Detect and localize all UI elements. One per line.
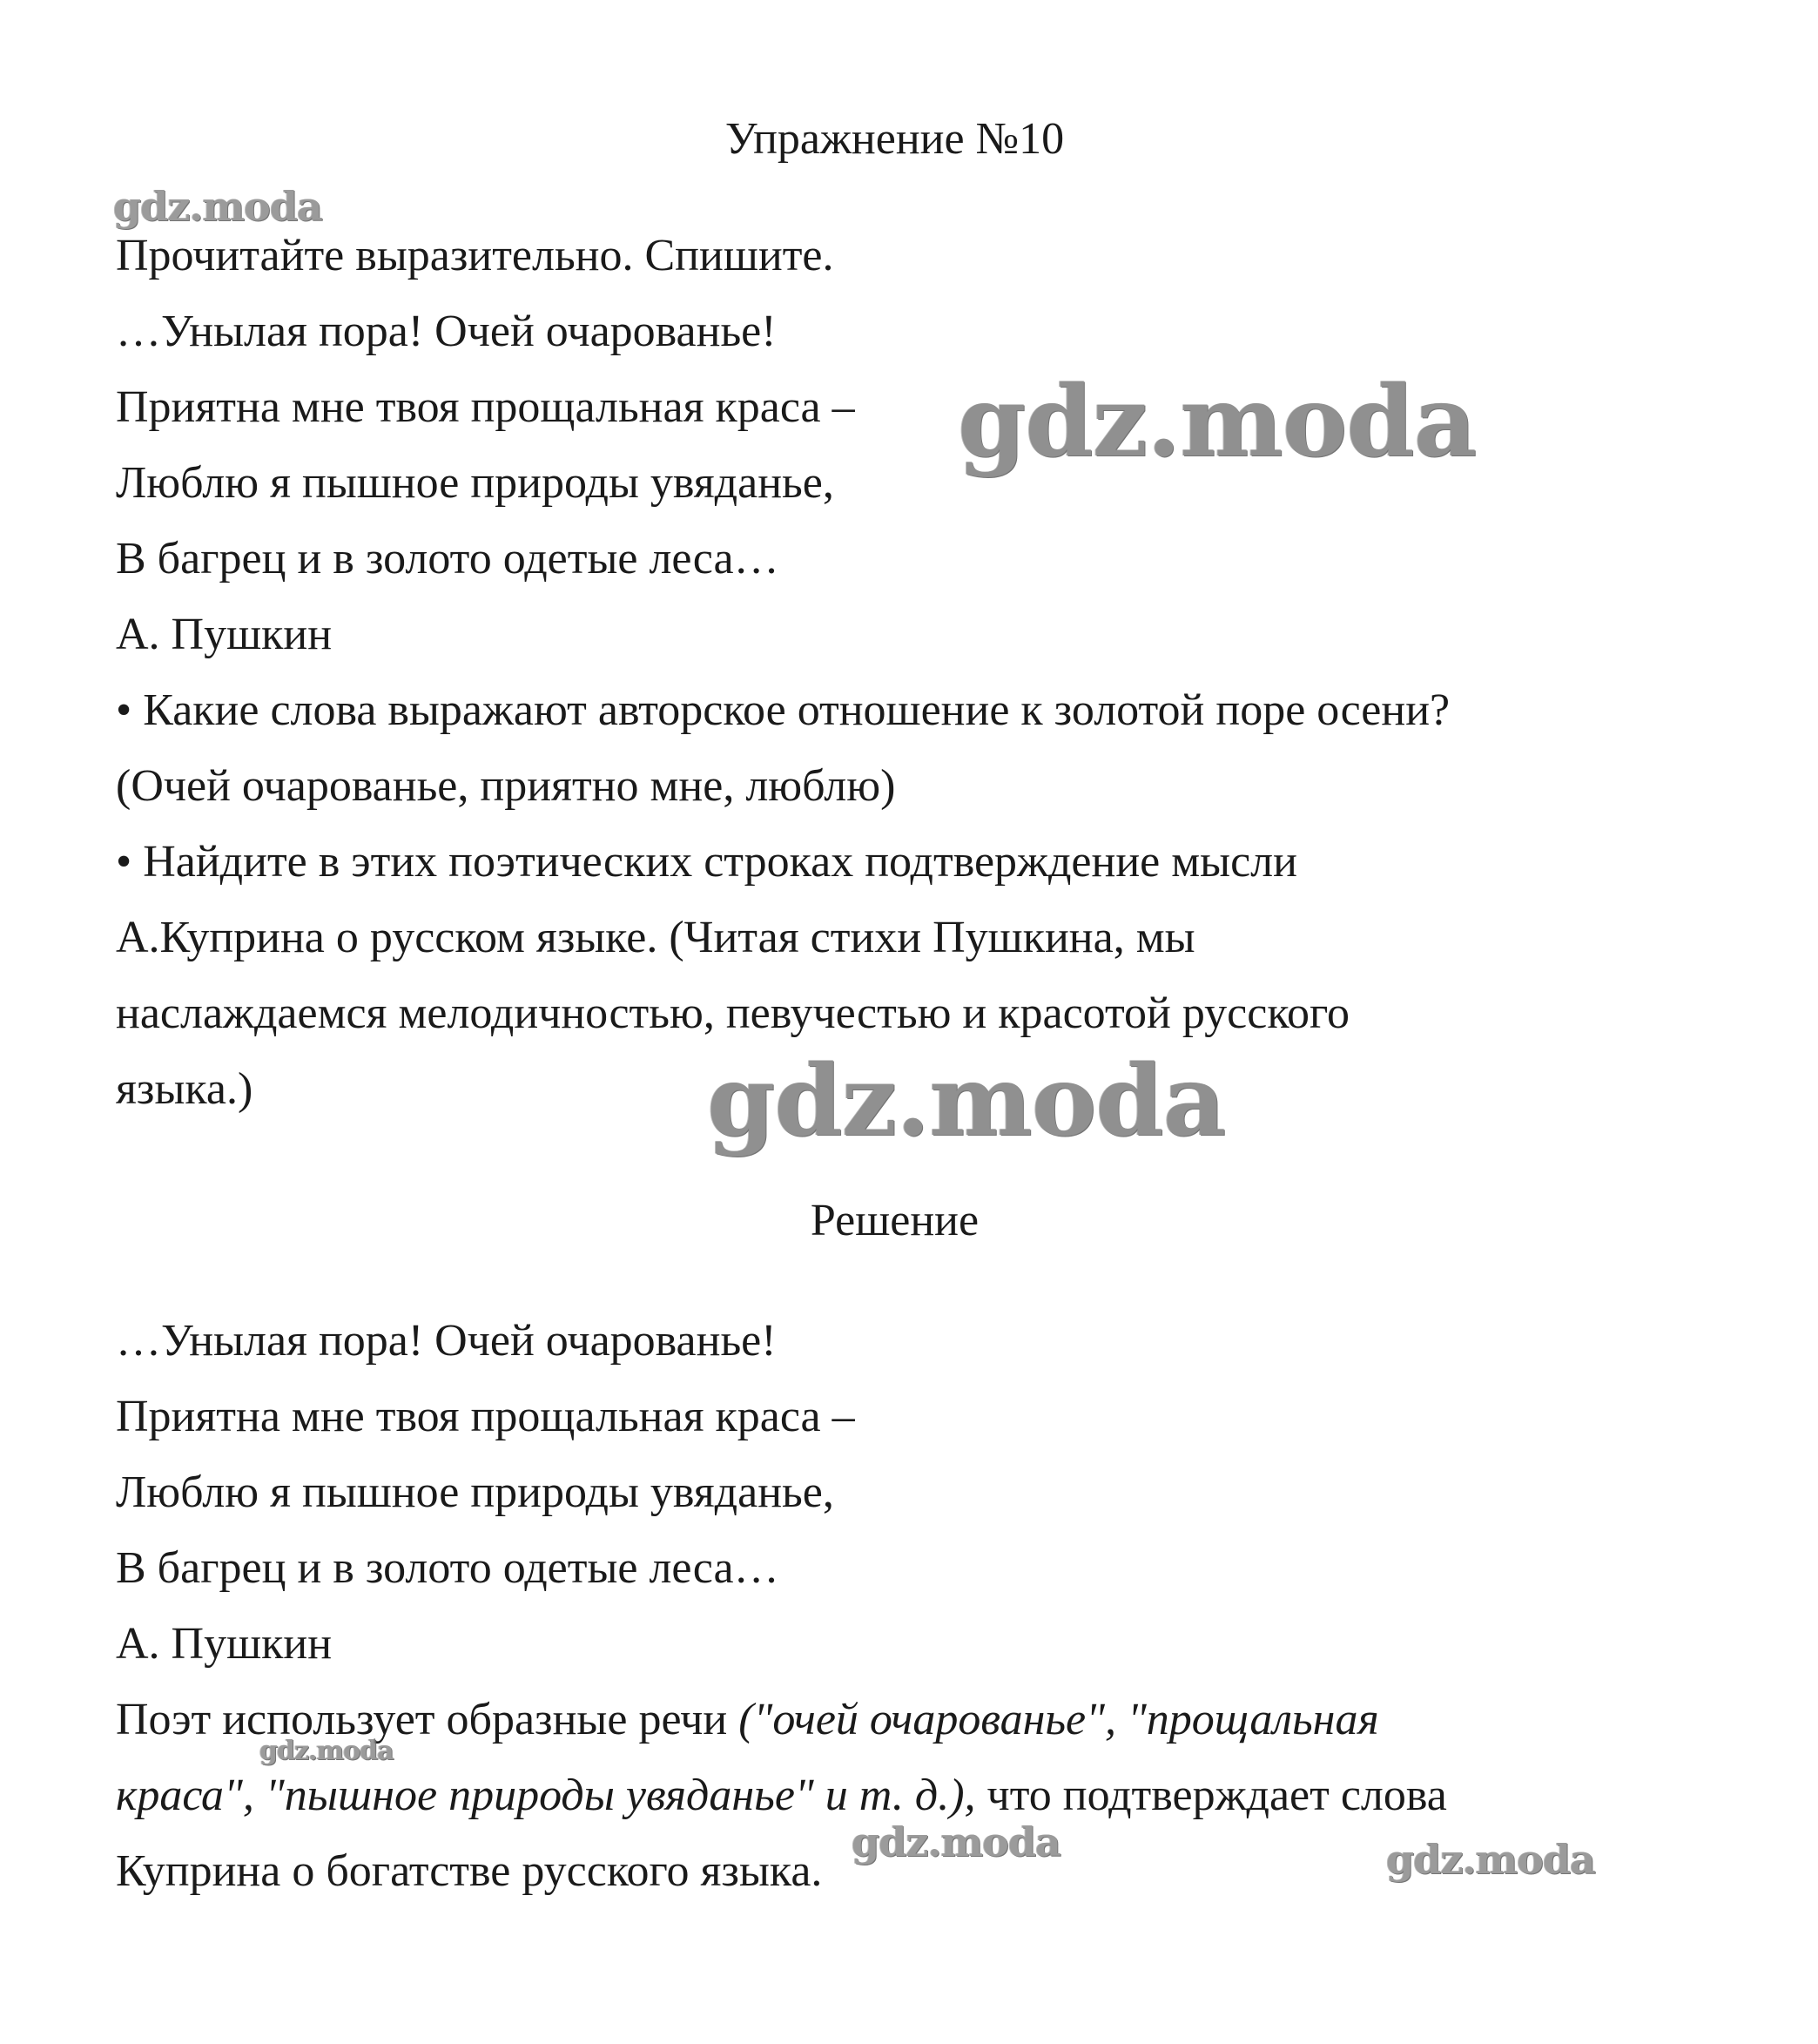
answer-italic-1: ("очей очарованье", "прощальная — [738, 1695, 1379, 1744]
solution-answer-line-3: Куприна о богатстве русского языка. — [116, 1846, 823, 1896]
solution-poem-line-2: Приятна мне твоя прощальная краса – — [116, 1392, 855, 1441]
solution-heading: Решение — [810, 1196, 980, 1245]
watermark-tiny: gdz.moda — [259, 1736, 394, 1766]
task-question-2-cont-1: А.Куприна о русском языке. (Читая стихи Пушкина, мы — [116, 913, 1195, 962]
task-poem-line-4: В багрец и в золото одетые леса… — [116, 534, 779, 584]
solution-poem-line-1: …Унылая пора! Очей очарованье! — [116, 1316, 777, 1366]
task-question-2-cont-2: наслаждаемся мелодичностью, певучестью и красотой русского — [116, 988, 1350, 1038]
watermark-top-small: gdz.moda — [113, 183, 322, 230]
solution-poem-line-4: В багрец и в золото одетые леса… — [116, 1543, 779, 1593]
answer-italic-2: краса", "пышное природы увяданье" и т. д.), — [116, 1771, 976, 1820]
exercise-title: Упражнение №10 — [724, 114, 1065, 164]
solution-answer-line-2 — [116, 1770, 1447, 1822]
task-question-1: • Какие слова выражают авторское отношение к золотой поре осени? — [116, 685, 1451, 735]
watermark-middle-big: gdz.moda — [707, 1044, 1226, 1158]
answer-plain-2: что подтверждает слова — [975, 1771, 1447, 1820]
task-answer-1: (Очей очарованье, приятно мне, люблю) — [116, 761, 896, 811]
task-question-2: • Найдите в этих поэтических строках подтверждение мысли — [116, 837, 1297, 887]
watermark-bottom-right: gdz.moda — [1386, 1836, 1595, 1883]
task-poem-line-2: Приятна мне твоя прощальная краса – — [116, 382, 855, 432]
watermark-upper-big: gdz.moda — [958, 365, 1477, 479]
task-poem-line-1: …Унылая пора! Очей очарованье! — [116, 307, 777, 356]
task-question-2-cont-3: языка.) — [116, 1064, 253, 1114]
solution-author: А. Пушкин — [116, 1619, 333, 1669]
watermark-bottom-center: gdz.moda — [852, 1818, 1060, 1865]
task-author: А. Пушкин — [116, 610, 333, 659]
task-poem-line-3: Люблю я пышное природы увяданье, — [116, 458, 834, 508]
task-instruction: Прочитайте выразительно. Спишите. — [116, 231, 834, 280]
answer-plain-1: Поэт использует образные речи — [116, 1695, 739, 1744]
solution-poem-line-3: Люблю я пышное природы увяданье, — [116, 1467, 834, 1517]
